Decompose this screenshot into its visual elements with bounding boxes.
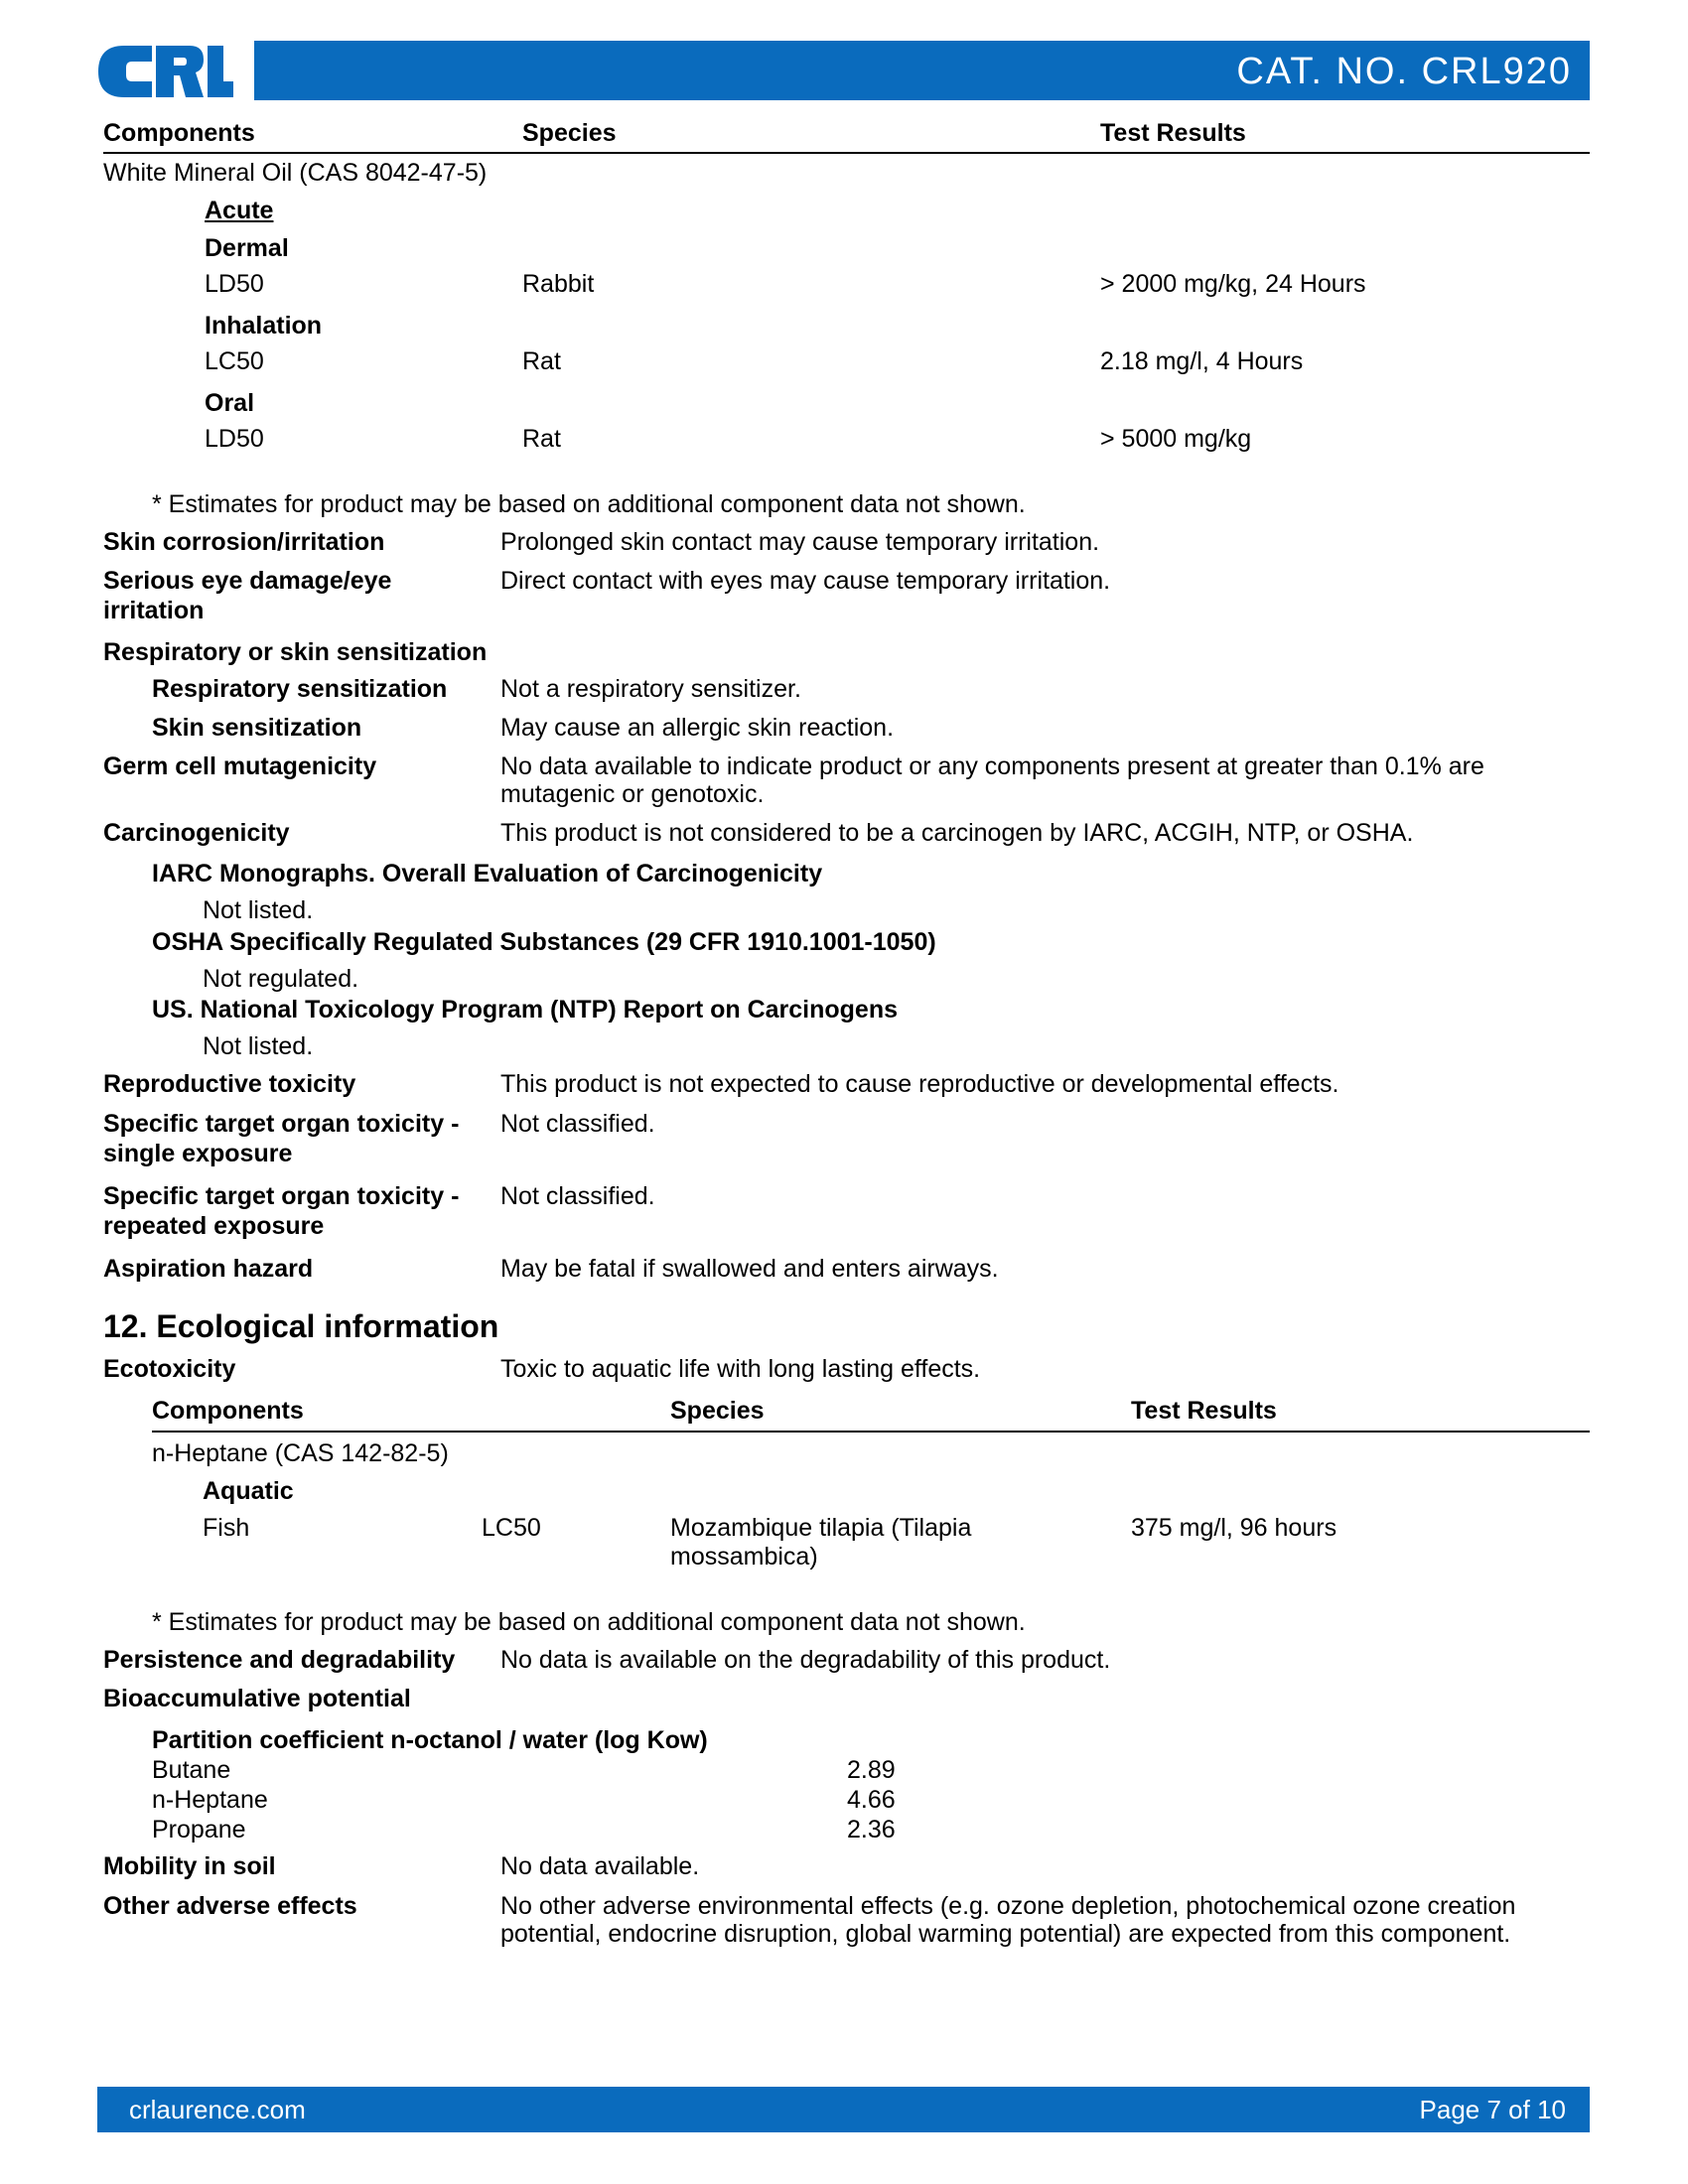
inhalation-heading: Inhalation <box>205 312 323 340</box>
acute-heading: Acute <box>205 197 274 224</box>
ecotoxicity-value: Toxic to aquatic life with long lasting effects. <box>500 1355 981 1383</box>
footer-bar <box>97 2087 1590 2132</box>
eco-col-species-header: Species <box>670 1397 765 1425</box>
other-effects-value-1: No other adverse environmental effects (e.g. ozone depletion, photochemical ozone creation <box>500 1892 1516 1920</box>
kow-value: 4.66 <box>847 1786 896 1814</box>
persistence-label: Persistence and degradability <box>103 1646 456 1674</box>
mobility-value: No data available. <box>500 1852 700 1880</box>
eco-col-components-header: Components <box>152 1397 304 1425</box>
kow-name: Propane <box>152 1816 246 1843</box>
aquatic-heading: Aquatic <box>203 1477 294 1505</box>
other-effects-label: Other adverse effects <box>103 1892 357 1920</box>
ntp-value: Not listed. <box>203 1032 314 1060</box>
fish-label: Fish <box>203 1514 250 1542</box>
col-species-header: Species <box>522 119 617 147</box>
oral-result: > 5000 mg/kg <box>1100 425 1252 453</box>
oral-test: LD50 <box>205 425 264 453</box>
carcinogenicity-label: Carcinogenicity <box>103 819 290 847</box>
kow-value: 2.89 <box>847 1756 896 1784</box>
col-results-header: Test Results <box>1100 119 1246 147</box>
reproductive-value: This product is not expected to cause reproductive or developmental effects. <box>500 1070 1339 1098</box>
bioaccumulative-label: Bioaccumulative potential <box>103 1685 411 1712</box>
section-12-heading: 12. Ecological information <box>103 1308 499 1344</box>
eco-col-results-header: Test Results <box>1131 1397 1277 1425</box>
header-bar <box>254 41 1590 100</box>
stot-repeated-label-1: Specific target organ toxicity - <box>103 1182 460 1210</box>
footer-website-link[interactable]: crlaurence.com <box>129 2095 306 2124</box>
skin-sensitization-value: May cause an allergic skin reaction. <box>500 714 895 742</box>
eye-damage-value: Direct contact with eyes may cause temporary irritation. <box>500 567 1111 595</box>
germ-cell-value-1: No data available to indicate product or any components present at greater than 0.1% are <box>500 752 1484 780</box>
crl-logo <box>94 42 233 101</box>
estimates-note: * Estimates for product may be based on additional component data not shown. <box>152 490 1026 518</box>
catalog-number: CAT. NO. CRL920 <box>1236 51 1572 92</box>
inhalation-species: Rat <box>522 347 561 375</box>
dermal-heading: Dermal <box>205 234 289 262</box>
persistence-value: No data is available on the degradability of this product. <box>500 1646 1111 1674</box>
stot-single-value: Not classified. <box>500 1110 655 1138</box>
resp-sensitization-value: Not a respiratory sensitizer. <box>500 675 801 703</box>
oral-species: Rat <box>522 425 561 453</box>
stot-repeated-label-2: repeated exposure <box>103 1212 325 1240</box>
inhalation-result: 2.18 mg/l, 4 Hours <box>1100 347 1304 375</box>
iarc-label: IARC Monographs. Overall Evaluation of Carcinogenicity <box>152 860 823 887</box>
other-effects-value-2: potential, endocrine disruption, global warming potential) are expected from this component. <box>500 1920 1511 1948</box>
inhalation-test: LC50 <box>205 347 264 375</box>
partition-label: Partition coefficient n-octanol / water (log Kow) <box>152 1726 708 1754</box>
aspiration-label: Aspiration hazard <box>103 1255 314 1283</box>
page-number: Page 7 of 10 <box>1419 2095 1566 2124</box>
fish-test: LC50 <box>482 1514 541 1542</box>
eco-estimates-note: * Estimates for product may be based on additional component data not shown. <box>152 1608 1026 1636</box>
stot-single-label-1: Specific target organ toxicity - <box>103 1110 460 1138</box>
osha-value: Not regulated. <box>203 965 359 993</box>
dermal-test: LD50 <box>205 270 264 298</box>
ecotoxicity-label: Ecotoxicity <box>103 1355 236 1383</box>
skin-corrosion-value: Prolonged skin contact may cause temporary irritation. <box>500 528 1100 556</box>
skin-corrosion-label: Skin corrosion/irritation <box>103 528 385 556</box>
fish-result: 375 mg/l, 96 hours <box>1131 1514 1337 1542</box>
fish-species-1: Mozambique tilapia (Tilapia <box>670 1514 972 1542</box>
sensitization-label: Respiratory or skin sensitization <box>103 638 488 666</box>
fish-species-2: mossambica) <box>670 1543 818 1570</box>
resp-sensitization-label: Respiratory sensitization <box>152 675 448 703</box>
skin-sensitization-label: Skin sensitization <box>152 714 362 742</box>
iarc-value: Not listed. <box>203 896 314 924</box>
kow-name: Butane <box>152 1756 231 1784</box>
kow-name: n-Heptane <box>152 1786 268 1814</box>
table-header-rule <box>103 152 1590 154</box>
reproductive-label: Reproductive toxicity <box>103 1070 356 1098</box>
germ-cell-label: Germ cell mutagenicity <box>103 752 377 780</box>
osha-label: OSHA Specifically Regulated Substances (29 CFR 1910.1001-1050) <box>152 928 936 956</box>
eye-damage-label-1: Serious eye damage/eye <box>103 567 392 595</box>
aspiration-value: May be fatal if swallowed and enters airways. <box>500 1255 999 1283</box>
germ-cell-value-2: mutagenic or genotoxic. <box>500 780 765 808</box>
stot-repeated-value: Not classified. <box>500 1182 655 1210</box>
eco-table-header-rule <box>152 1431 1590 1433</box>
carcinogenicity-value: This product is not considered to be a carcinogen by IARC, ACGIH, NTP, or OSHA. <box>500 819 1414 847</box>
kow-value: 2.36 <box>847 1816 896 1843</box>
eye-damage-label-2: irritation <box>103 597 205 624</box>
component-name: White Mineral Oil (CAS 8042-47-5) <box>103 159 488 187</box>
eco-component-name: n-Heptane (CAS 142-82-5) <box>152 1439 449 1467</box>
col-components-header: Components <box>103 119 255 147</box>
dermal-result: > 2000 mg/kg, 24 Hours <box>1100 270 1366 298</box>
stot-single-label-2: single exposure <box>103 1140 293 1167</box>
mobility-label: Mobility in soil <box>103 1852 276 1880</box>
oral-heading: Oral <box>205 389 255 417</box>
ntp-label: US. National Toxicology Program (NTP) Report on Carcinogens <box>152 996 899 1024</box>
dermal-species: Rabbit <box>522 270 595 298</box>
